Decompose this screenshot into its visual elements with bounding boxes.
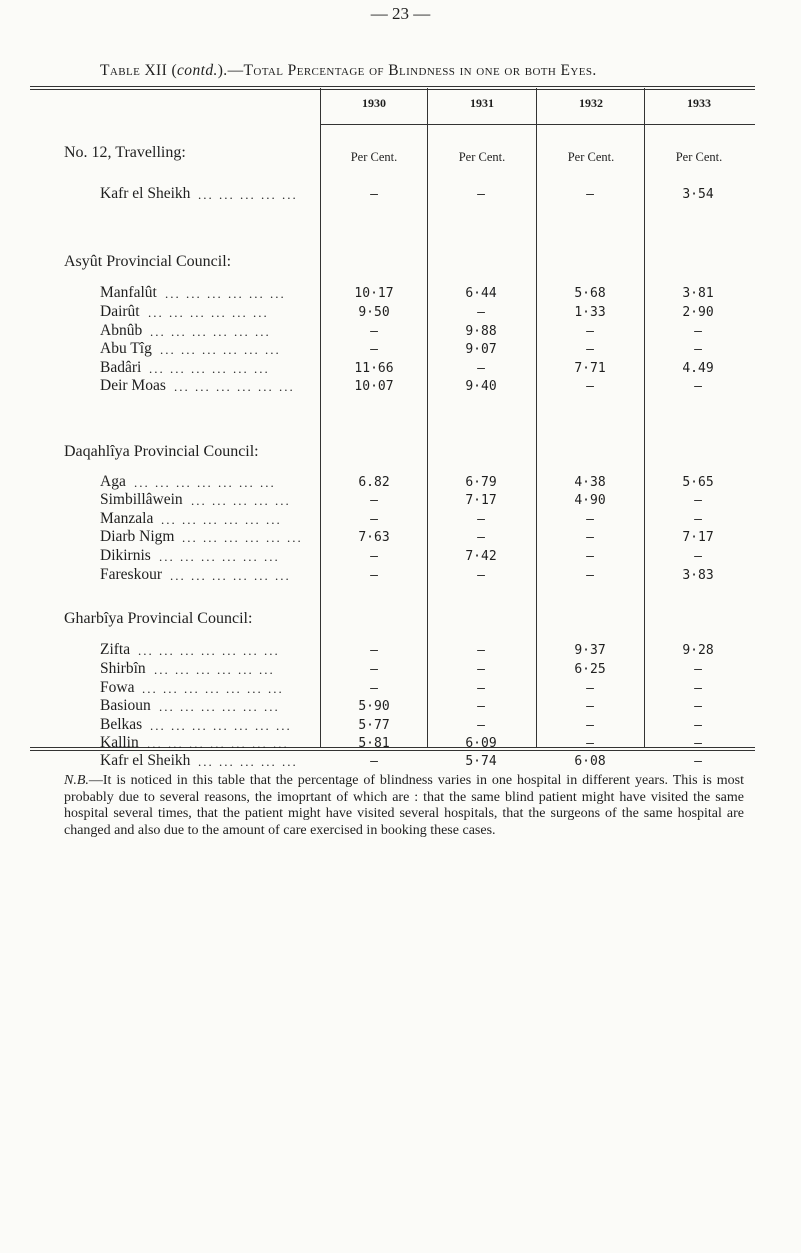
table-cell: — [694,549,702,564]
table-row [0,754,801,772]
table-row [0,530,801,548]
table-title-suffix: ).—Total Percentage of Blindness in one or both Eyes. [217,62,597,79]
footnote-text: —It is noticed in this table that the percentage of blindness varies in one hospital in different years. This is most probably due to several reasons, the imoprtant of which are : that the same blind patient might have visited the same hospital several times, that the patient might have visited several hospitals, that the surgeons of the same hospital are changed and also due to the amount of care exercised in booking these cases. [64,773,744,838]
table-cell: — [586,736,594,751]
table-cell: — [694,681,702,696]
leader-dots: ... ... ... ... ... [198,187,298,202]
table-cell: — [370,568,378,583]
table-row [0,305,801,323]
row-label: Abnûb [100,322,143,339]
table-cell: 6.82 [358,475,390,490]
unit-label-1932: Per Cent. [567,150,615,164]
unit-label-1930: Per Cent. [350,150,398,164]
table-cell: — [586,187,594,202]
table-cell: — [477,530,485,545]
section-heading-asyut: Asyût Provincial Council: [64,253,232,270]
leader-dots: ... ... ... ... ... ... [148,305,269,320]
leader-dots: ... ... ... ... ... ... ... [138,643,280,658]
leader-dots: ... ... ... ... ... ... [159,699,280,714]
table-cell: 6·44 [465,286,497,301]
leader-dots: ... ... ... ... ... ... ... [150,718,292,733]
page-number: — 23 — [370,4,431,23]
header-underline [320,124,755,125]
table-cell: — [694,754,702,769]
table-cell: 9·50 [358,305,390,320]
table-row [0,662,801,680]
table-cell: — [586,568,594,583]
table-row [0,342,801,360]
table-row [0,643,801,661]
leader-dots: ... ... ... ... ... [198,754,298,769]
row-label: Manfalût [100,284,157,301]
table-top-rule [30,86,755,87]
table-cell: — [694,718,702,733]
row-label: Aga [100,473,126,490]
table-cell: — [586,699,594,714]
table-cell: — [694,512,702,527]
table-row [0,187,801,205]
row-label: Diarb Nigm [100,528,175,545]
year-header-1930: 1930 [362,96,386,110]
table-cell: — [477,187,485,202]
row-label: Abu Tîg [100,340,152,357]
table-cell: — [477,361,485,376]
table-cell: 2·90 [682,305,714,320]
leader-dots: ... ... ... ... ... ... ... [142,681,284,696]
table-cell: 4.49 [682,361,714,376]
table-cell: — [586,549,594,564]
section-heading-travelling: No. 12, Travelling: [64,144,186,161]
table-cell: — [477,305,485,320]
table-cell: — [370,512,378,527]
table-cell: 5·74 [465,754,497,769]
table-cell: 9·37 [574,643,606,658]
table-cell: 6·08 [574,754,606,769]
row-label: Manzala [100,510,154,527]
table-cell: — [694,342,702,357]
leader-dots: ... ... ... ... ... ... [182,530,303,545]
table-cell: — [586,324,594,339]
leader-dots: ... ... ... ... ... ... [161,512,282,527]
leader-dots: ... ... ... ... ... [191,493,291,508]
row-label: Fowa [100,679,135,696]
row-label: Badâri [100,359,142,376]
table-title [100,62,597,80]
unit-label-1933: Per Cent. [675,150,723,164]
leader-dots: ... ... ... ... ... ... [149,361,270,376]
year-header-1933: 1933 [687,96,711,110]
table-cell: — [694,379,702,394]
leader-dots: ... ... ... ... ... ... [150,324,271,339]
table-cell: — [370,342,378,357]
table-cell: — [694,736,702,751]
table-cell: 10·17 [354,286,394,301]
table-cell: — [477,699,485,714]
table-cell: 5·81 [358,736,390,751]
table-cell: — [370,549,378,564]
table-cell: — [694,699,702,714]
table-cell: 4·38 [574,475,606,490]
leader-dots: ... ... ... ... ... ... [154,662,275,677]
table-cell: — [694,493,702,508]
row-label: Basioun [100,697,151,714]
table-cell: — [477,643,485,658]
table-row [0,568,801,586]
table-row [0,379,801,397]
row-label: Deir Moas [100,377,166,394]
row-label: Fareskour [100,566,162,583]
table-cell: — [370,324,378,339]
table-row [0,549,801,567]
leader-dots: ... ... ... ... ... ... [170,568,291,583]
table-title-contd: contd. [177,62,218,79]
leader-dots: ... ... ... ... ... ... ... [147,736,289,751]
table-row [0,286,801,304]
table-cell: 1·33 [574,305,606,320]
table-row [0,699,801,717]
row-label: Simbillâwein [100,491,183,508]
table-cell: 5·65 [682,475,714,490]
table-cell: — [370,662,378,677]
table-cell: — [370,187,378,202]
table-cell: 3·83 [682,568,714,583]
table-cell: 7·42 [465,549,497,564]
row-label: Belkas [100,716,143,733]
row-label: Shirbîn [100,660,146,677]
table-row [0,493,801,511]
table-top-rule-2 [30,89,755,90]
table-cell: 7·63 [358,530,390,545]
table-cell: — [586,512,594,527]
section-heading-gharbiya: Gharbîya Provincial Council: [64,610,253,627]
unit-label-1931: Per Cent. [458,150,506,164]
table-cell: — [586,379,594,394]
table-cell: 3·81 [682,286,714,301]
table-cell: — [477,718,485,733]
table-cell: — [370,493,378,508]
table-cell: 10·07 [354,379,394,394]
table-cell: 9·28 [682,643,714,658]
table-cell: 6·09 [465,736,497,751]
table-cell: — [370,754,378,769]
table-cell: — [694,324,702,339]
table-cell: 5·68 [574,286,606,301]
footnote-nb: N.B. [64,773,89,788]
section-heading-daqahliya: Daqahlîya Provincial Council: [64,443,259,460]
table-cell: — [586,718,594,733]
leader-dots: ... ... ... ... ... ... [174,379,295,394]
leader-dots: ... ... ... ... ... ... [165,286,286,301]
table-cell: 7·17 [465,493,497,508]
table-cell: 9·88 [465,324,497,339]
table-cell: — [586,342,594,357]
table-cell: — [477,512,485,527]
year-header-1932: 1932 [579,96,603,110]
row-label: Kallin [100,734,139,751]
table-cell: 9·07 [465,342,497,357]
table-cell: 7·71 [574,361,606,376]
table-cell: — [370,681,378,696]
table-cell: 5·90 [358,699,390,714]
table-cell: — [586,530,594,545]
table-cell: — [477,568,485,583]
table-cell: 6·79 [465,475,497,490]
row-label: Kafr el Sheikh [100,185,191,202]
row-label: Dairût [100,303,140,320]
leader-dots: ... ... ... ... ... ... ... [134,475,276,490]
table-cell: 3·54 [682,187,714,202]
leader-dots: ... ... ... ... ... ... [159,549,280,564]
footnote [64,773,744,839]
row-label: Dikirnis [100,547,151,564]
table-cell: — [477,662,485,677]
row-label: Kafr el Sheikh [100,752,191,769]
row-label: Zifta [100,641,131,658]
year-header-1931: 1931 [470,96,494,110]
table-cell: 5·77 [358,718,390,733]
table-cell: — [694,662,702,677]
table-cell: 7·17 [682,530,714,545]
leader-dots: ... ... ... ... ... ... [160,342,281,357]
table-cell: 11·66 [354,361,394,376]
table-cell: — [586,681,594,696]
table-title-prefix: Table XII ( [100,62,178,79]
table-cell: 6·25 [574,662,606,677]
table-cell: — [477,681,485,696]
table-cell: — [370,643,378,658]
table-cell: 9·40 [465,379,497,394]
table-cell: 4·90 [574,493,606,508]
